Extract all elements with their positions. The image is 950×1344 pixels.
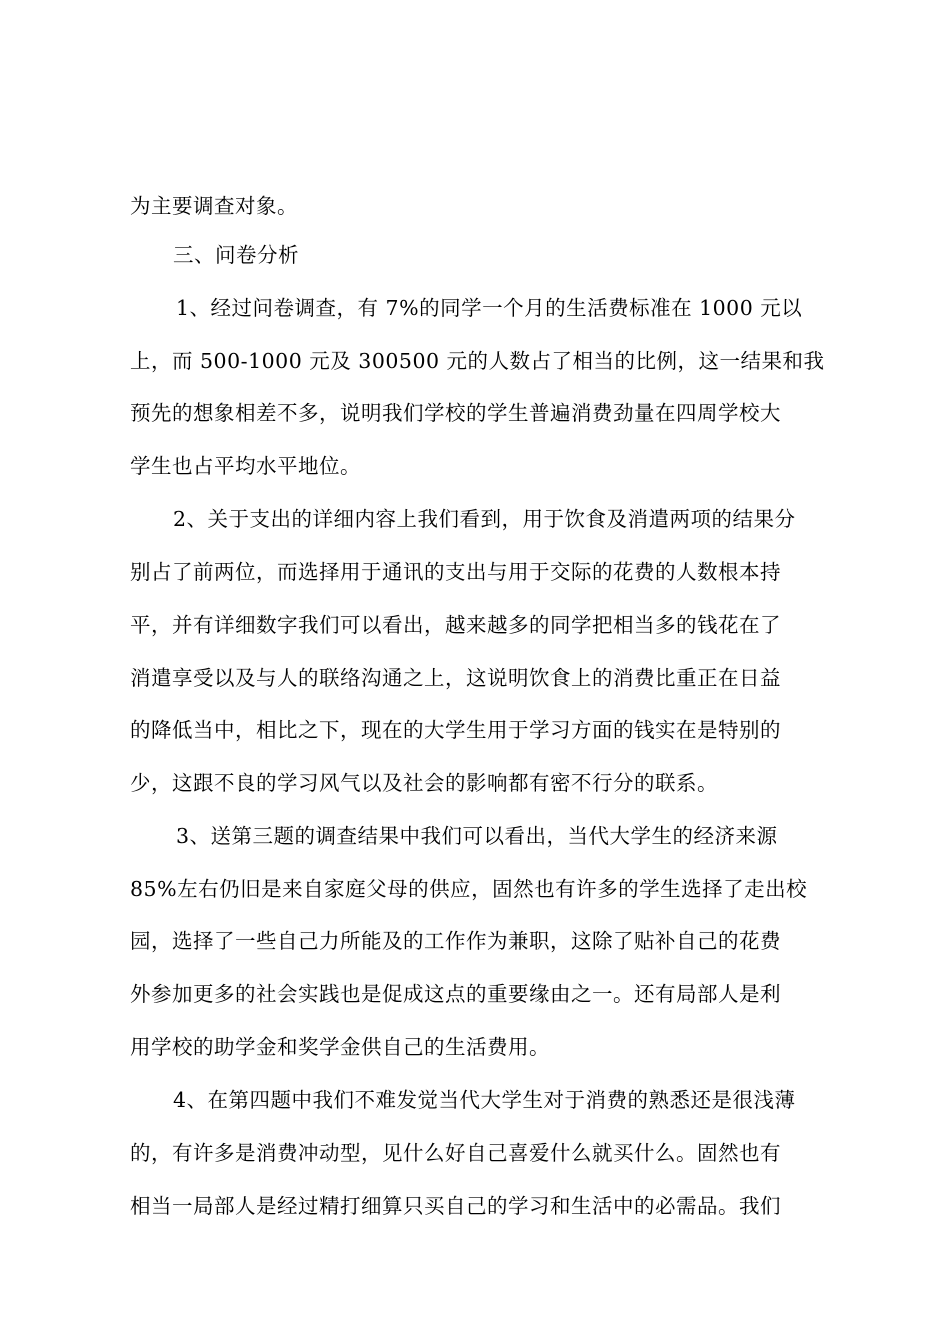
section-heading: 三、问卷分析	[173, 243, 299, 267]
paragraph-4-line: 相当一局部人是经过精打细算只买自己的学习和生活中的必需品。我们	[130, 1194, 781, 1218]
paragraph-2-line: 2、关于支出的详细内容上我们看到，用于饮食及消遣两项的结果分	[173, 507, 796, 531]
paragraph-3-line: 园，选择了一些自己力所能及的工作作为兼职，这除了贴补自己的花费	[130, 929, 781, 953]
paragraph-3-line: 用学校的助学金和奖学金供自己的生活费用。	[130, 1035, 550, 1059]
paragraph-2-line: 平，并有详细数字我们可以看出，越来越多的同学把相当多的钱花在了	[130, 613, 781, 637]
paragraph-3-line: 外参加更多的社会实践也是促成这点的重要缘由之一。还有局部人是利	[130, 982, 781, 1006]
paragraph-1-line: 1、经过问卷调查，有 7%的同学一个月的生活费标准在 1000 元以	[176, 296, 803, 320]
paragraph-2-line: 少，这跟不良的学习风气以及社会的影响都有密不行分的联系。	[130, 771, 718, 795]
paragraph-4-line: 4、在第四题中我们不难发觉当代大学生对于消费的熟悉还是很浅薄	[173, 1088, 796, 1112]
paragraph-1-line: 预先的想象相差不多，说明我们学校的学生普遍消费劲量在四周学校大	[130, 401, 781, 425]
paragraph-1-line: 上，而 500-1000 元及 300500 元的人数占了相当的比例，这一结果和我	[130, 349, 825, 373]
paragraph-3-line: 85%左右仍旧是来自家庭父母的供应，固然也有许多的学生选择了走出校	[130, 877, 808, 901]
paragraph-2-line: 的降低当中，相比之下，现在的大学生用于学习方面的钱实在是特别的	[130, 718, 781, 742]
paragraph-2-line: 消遣享受以及与人的联络沟通之上，这说明饮食上的消费比重正在日益	[130, 666, 781, 690]
text-line: 为主要调查对象。	[130, 194, 298, 218]
paragraph-2-line: 别占了前两位，而选择用于通讯的支出与用于交际的花费的人数根本持	[130, 560, 781, 584]
paragraph-4-line: 的，有许多是消费冲动型，见什么好自己喜爱什么就买什么。固然也有	[130, 1141, 781, 1165]
paragraph-1-line: 学生也占平均水平地位。	[130, 454, 361, 478]
paragraph-3-line: 3、送第三题的调查结果中我们可以看出，当代大学生的经济来源	[176, 824, 778, 848]
